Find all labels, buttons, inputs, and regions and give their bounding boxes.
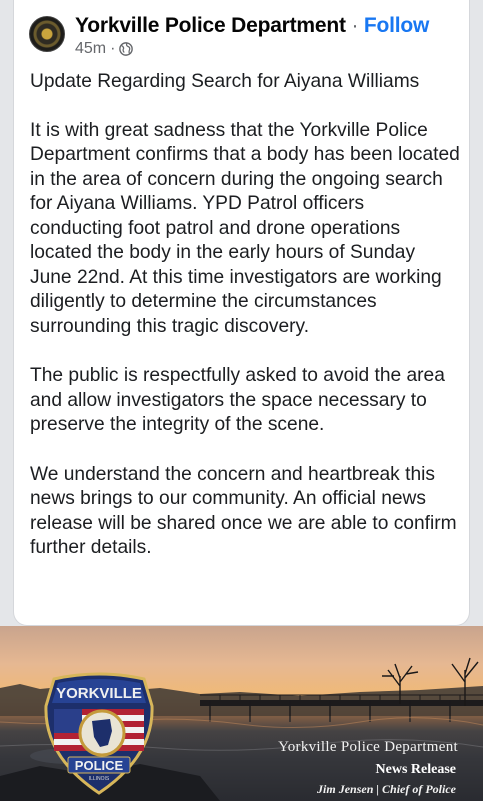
badge-top-text: YORKVILLE xyxy=(56,685,142,702)
post-paragraph: The public is respectfully asked to avoid the area and allow investigators the space necessary to preserve the integrity of the scene. xyxy=(30,365,445,435)
post-card xyxy=(13,0,470,626)
badge-bottom-text: POLICE xyxy=(74,758,124,773)
post-meta xyxy=(75,40,133,58)
post-header xyxy=(29,10,459,60)
timestamp[interactable]: 45m xyxy=(75,40,107,57)
globe-icon xyxy=(119,42,133,56)
follow-button[interactable]: Follow xyxy=(363,14,430,37)
badge-sub-text: ILLINOIS xyxy=(88,776,110,782)
banner-news-release: News Release xyxy=(375,762,456,777)
post-title: Update Regarding Search for Aiyana Williams xyxy=(30,71,420,92)
page-name-line xyxy=(75,14,429,38)
police-badge-logo xyxy=(44,671,154,796)
news-release-image[interactable] xyxy=(0,626,483,801)
banner-department: Yorkville Police Department xyxy=(278,739,458,755)
post-body xyxy=(30,70,460,586)
separator: · xyxy=(351,14,359,37)
post-paragraph: We understand the concern and heartbreak this news brings to our community. An official news release will be shared once we are able to confirm further details. xyxy=(30,463,457,558)
meta-separator: · xyxy=(110,40,116,57)
page-name-link[interactable]: Yorkville Police Department xyxy=(75,14,346,37)
avatar[interactable] xyxy=(29,16,65,52)
banner-chief: Jim Jensen | Chief of Police xyxy=(317,782,456,796)
post-paragraph: It is with great sadness that the Yorkville Police Department confirms that a body has been located in the area of concern during the ongoing search for Aiyana Williams. YPD Patrol officers conducting foot patrol and drone operations located the body in the early hours of Sunday June 22nd. At this time investigators are working diligently to determine the circumstances surrounding this tragic discovery. xyxy=(30,119,460,337)
